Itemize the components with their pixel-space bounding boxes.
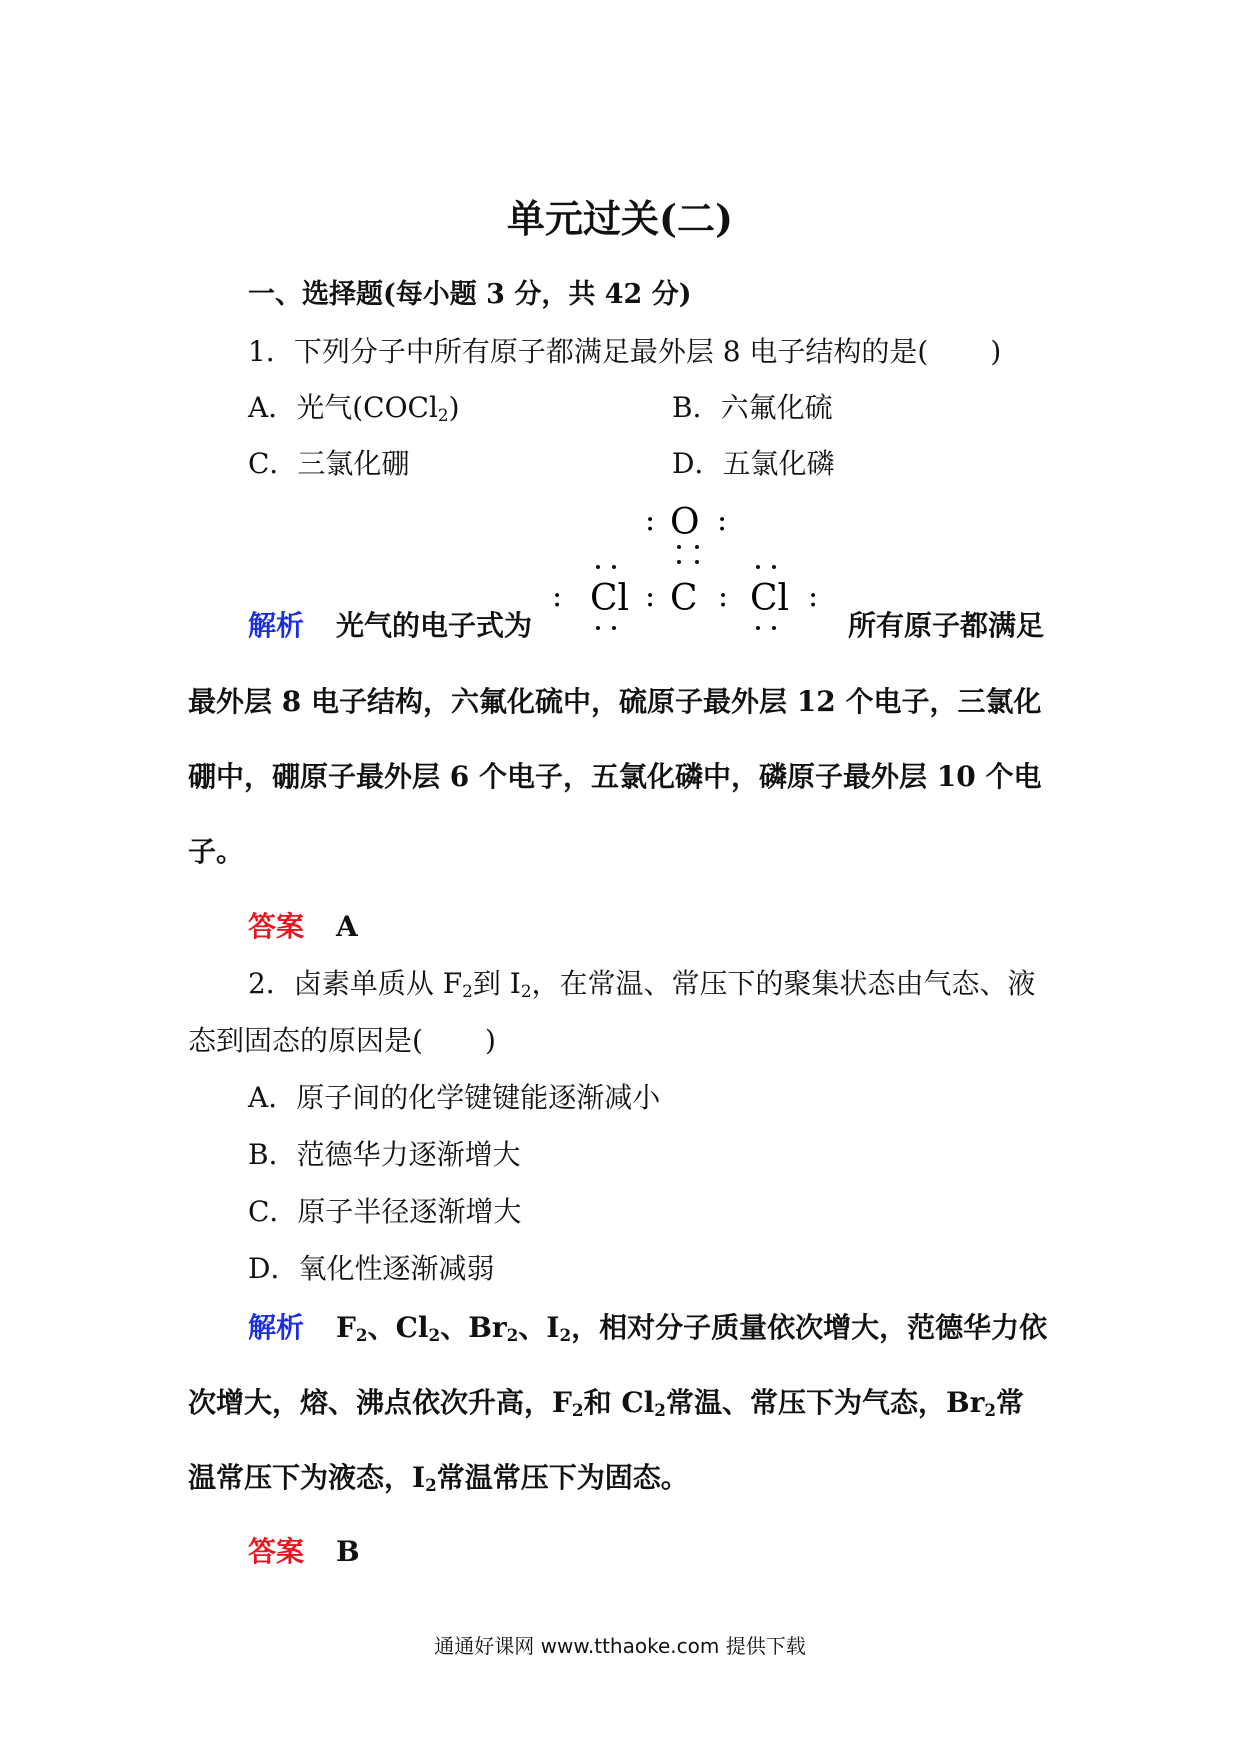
q2-stem-line1: 2．卤素单质从 $F_2$到 $I_2$，在常温、常压下的聚集状态由气态、液 — [248, 967, 1036, 1002]
q2-stem-line2: 态到固态的原因是( ) — [188, 1024, 496, 1057]
q1-option-d: D．五氯化磷 — [672, 447, 835, 480]
q2-option-a: A．原子间的化学键键能逐渐减小 — [248, 1081, 661, 1114]
q1-analysis-tail: 所有原子都满足 — [848, 609, 1045, 642]
q1-analysis-body: 最外层 8 电子结构，六氟化硫中，硫原子最外层 12 个电子，三氯化 硼中，硼原子最外层 6 个电子，五氯化磷中，磷原子最外层 10 个电 子。 — [188, 685, 1042, 868]
q1-option-b: B．六氟化硫 — [672, 391, 833, 424]
lewis-colon-3: : — [718, 579, 729, 614]
lewis-colon-1: : — [552, 579, 563, 614]
q1-analysis-label: 解析 — [248, 609, 305, 642]
lewis-carbon: C — [670, 578, 698, 619]
page-title: 单元过关(二) — [507, 196, 733, 241]
lewis-chlorine-left: Cl — [590, 578, 630, 619]
lewis-colon-2: : — [645, 579, 656, 614]
lewis-chlorine-right: Cl — [750, 578, 790, 619]
q2-analysis-line1: 解析 $F_2$、$Cl_2$、$Br_2$、$I_2$，相对分子质量依次增大，范德华力依 — [248, 1311, 1048, 1346]
phosgene-lewis-structure — [550, 500, 840, 645]
q1-stem: 1．下列分子中所有原子都满足最外层 8 电子结构的是( ) — [248, 335, 1002, 368]
page-footer: 通通好课网 www.tthaoke.com 提供下载 — [434, 1634, 806, 1658]
q2-analysis-line3: 温常压下为液态，$I_2$常温常压下为固态。 — [188, 1461, 689, 1496]
section-heading: 一、选择题(每小题 3 分，共 42 分) — [248, 279, 692, 310]
q2-analysis-line2: 次增大，熔、沸点依次升高，$F_2$和 $Cl_2$常温、常压下为气态，$Br_2$常 — [188, 1386, 1025, 1421]
lewis-colon-o-left: : — [645, 503, 656, 538]
q1-answer: 答案 A — [248, 910, 358, 943]
lewis-colon-o-right: : — [717, 503, 728, 538]
q1-analysis-line1: 解析 光气的电子式为 — [248, 609, 533, 642]
q2-option-c: C．原子半径逐渐增大 — [248, 1195, 522, 1228]
q2-analysis-label: 解析 — [248, 1311, 305, 1344]
q2-analysis — [188, 1290, 1058, 1515]
lewis-oxygen: O — [670, 502, 700, 543]
q1-option-a: A．光气(COCl$_2$) — [248, 391, 460, 426]
q2-option-b: B．范德华力逐渐增大 — [248, 1138, 521, 1171]
q1-option-c: C．三氯化硼 — [248, 447, 410, 480]
q2-option-d: D．氧化性逐渐减弱 — [248, 1252, 495, 1285]
lewis-colon-4: : — [808, 579, 819, 614]
q2-answer: 答案 B — [248, 1535, 360, 1568]
